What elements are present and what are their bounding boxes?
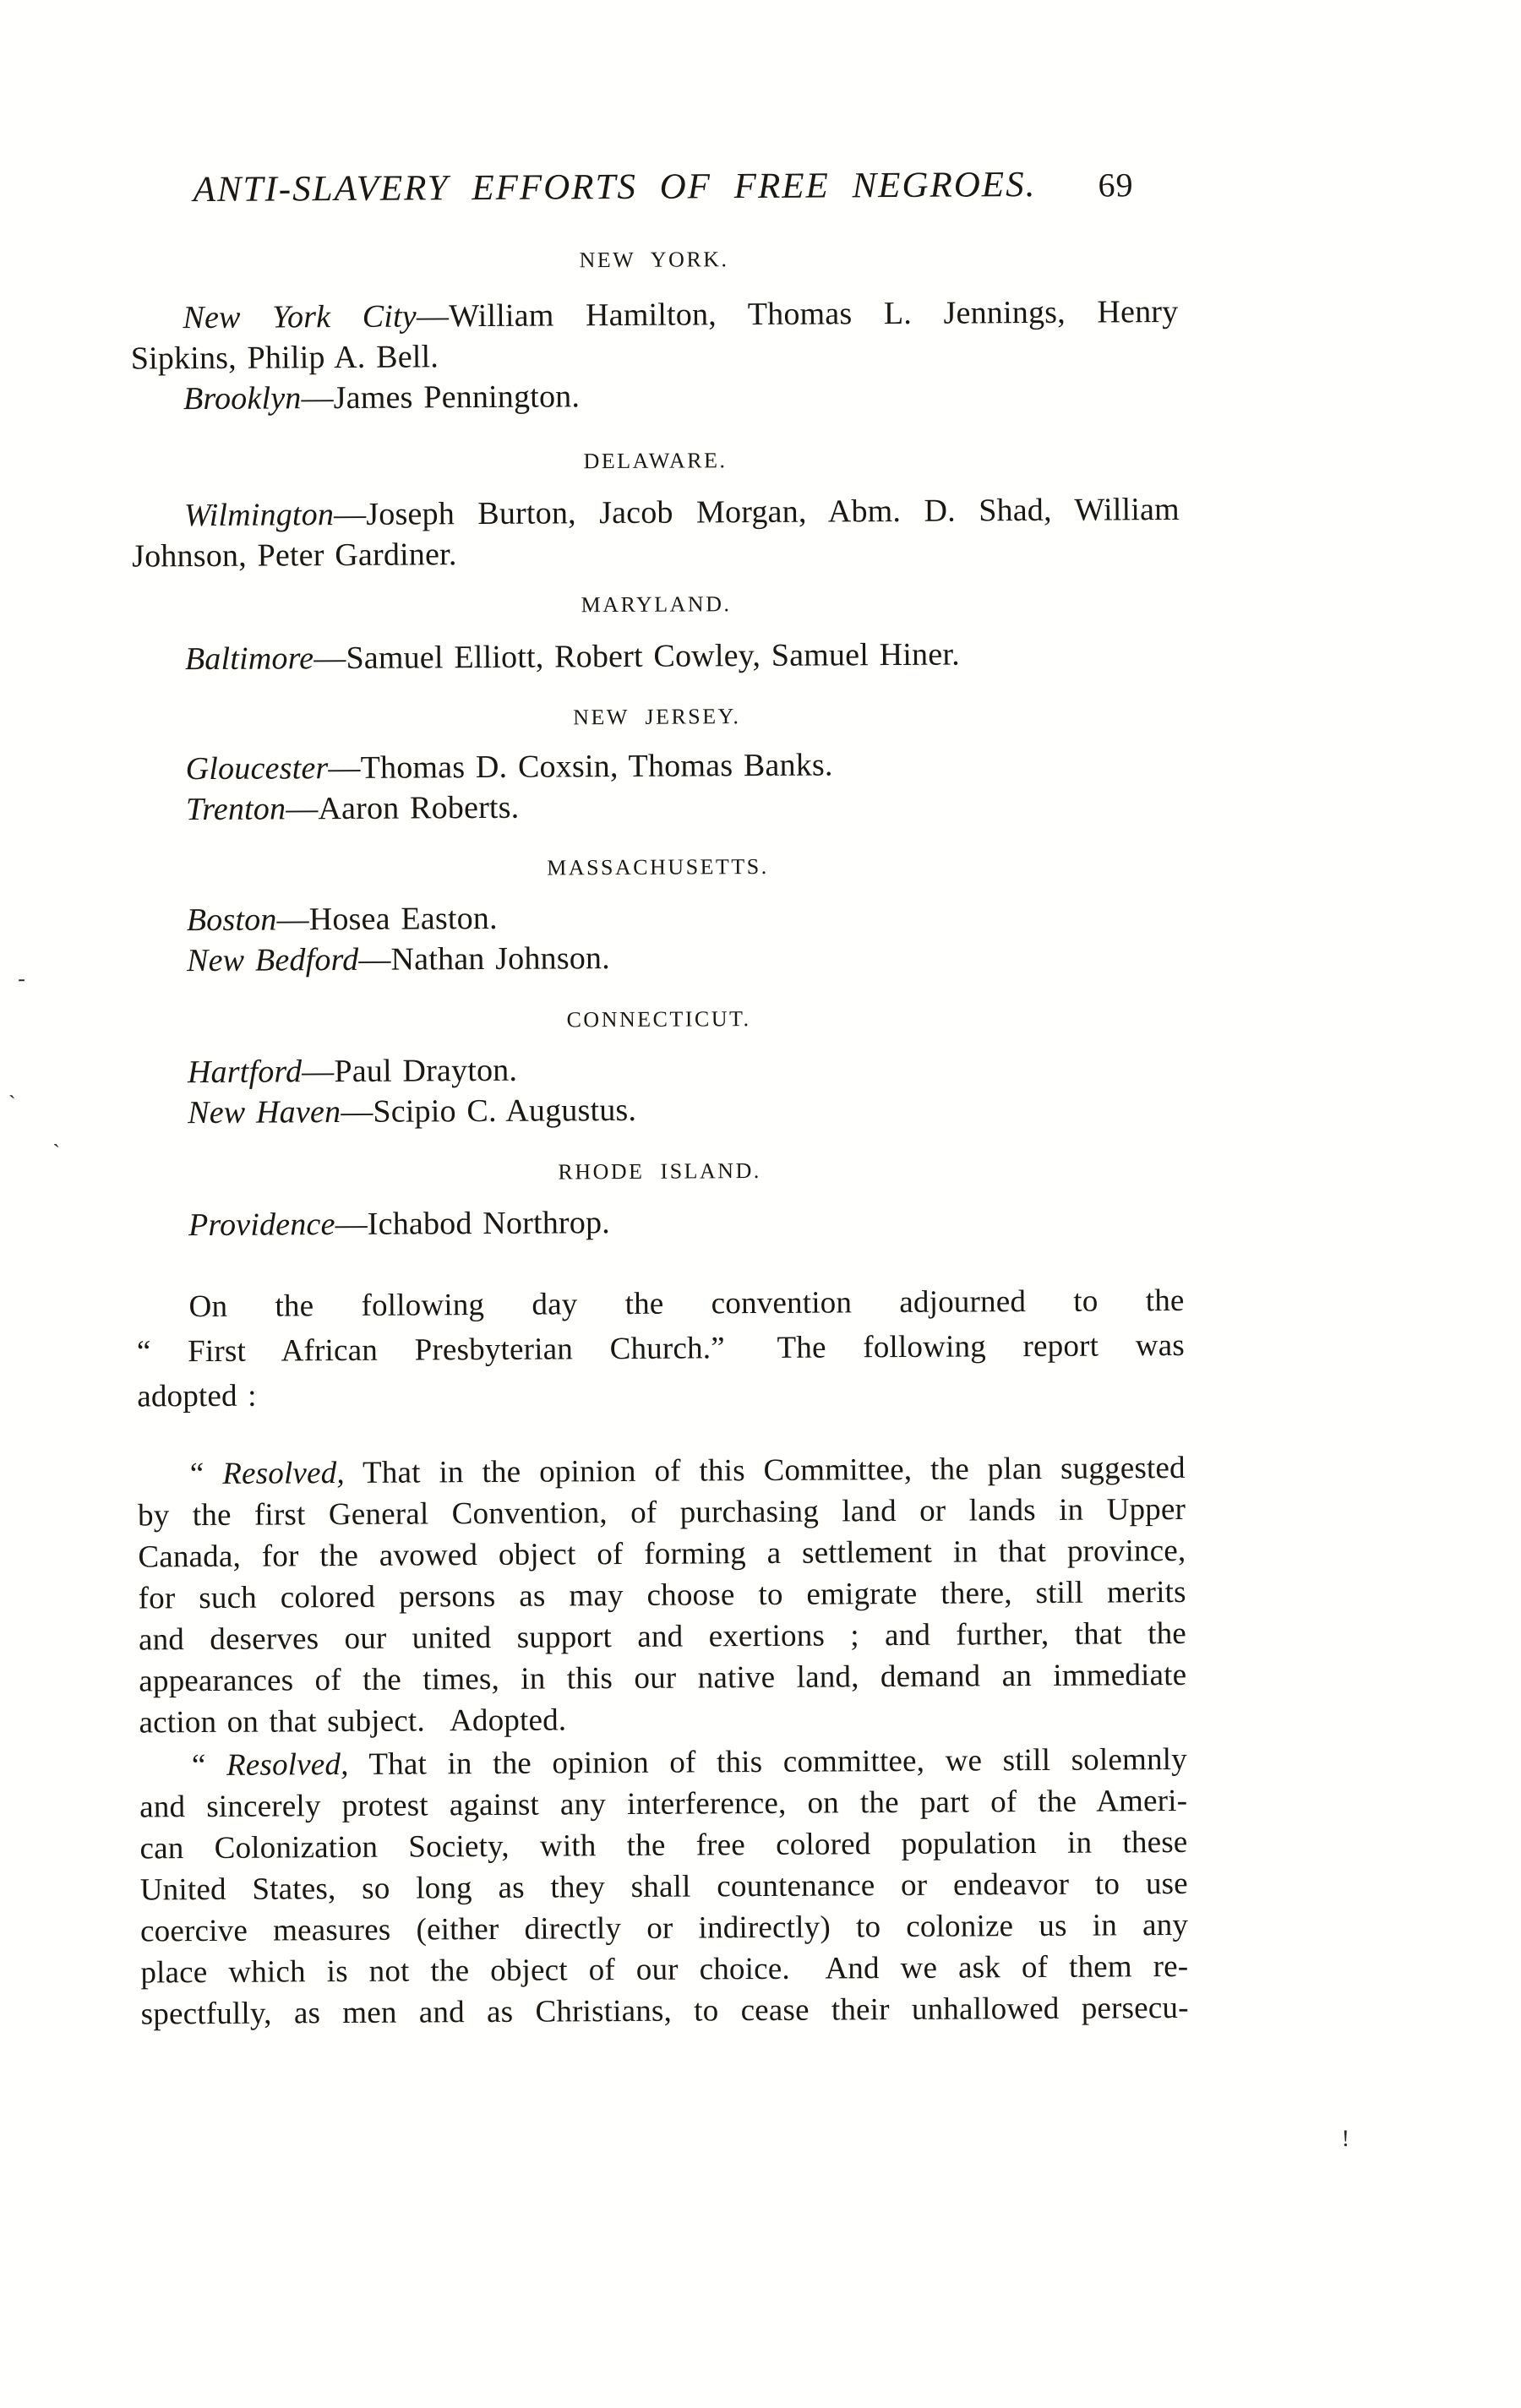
paragraph-line: action on that subject. Adopted. [139, 1702, 567, 1741]
entry-names: —Thomas D. Coxsin, Thomas Banks. [328, 747, 833, 787]
entry-names: —James Pennington. [301, 379, 581, 417]
section-heading-massachusetts: MASSACHUSETTS. [547, 853, 769, 880]
open-quote: “ [189, 1457, 204, 1492]
section-entries-maryland [133, 633, 1180, 680]
entry-names: —Samuel Elliott, Robert Cowley, Samuel Hiner. [313, 636, 960, 677]
entry-city: New York City [183, 298, 417, 336]
running-header-title: ANTI-SLAVERY EFFORTS OF FREE NEGROES. [193, 164, 1037, 210]
paragraph-line: On the following day the convention adjourned to the [188, 1283, 1185, 1325]
directory-entry-continuation: Sipkins, Philip A. Bell. [130, 339, 439, 377]
paragraph-line: place which is not the object of our choice. And we ask of them re- [140, 1948, 1189, 1991]
paragraph-line: adopted : [137, 1378, 257, 1414]
entry-city: New Haven [188, 1094, 341, 1131]
directory-entry [130, 291, 1178, 339]
section-entries-new-york [130, 291, 1179, 420]
section-entries-rhode-island [136, 1199, 1184, 1246]
entry-names: —Joseph Burton, Jacob Morgan, Abm. D. Shad, William [333, 491, 1180, 533]
entry-names: —William Hamilton, Thomas L. Jennings, Henry [416, 293, 1179, 335]
line-text: That in the opinion of this Committee, the plan suggested [362, 1450, 1186, 1490]
resolved-word: Resolved, [222, 1456, 346, 1491]
entry-names: —Aaron Roberts. [286, 789, 520, 827]
entry-names: —Nathan Johnson. [358, 940, 611, 978]
resolution-paragraph-2 [139, 1739, 1189, 2035]
entry-city: Brooklyn [183, 380, 302, 417]
entry-city: Hartford [187, 1054, 303, 1091]
open-quote: “ [191, 1748, 206, 1784]
entry-city: Wilmington [183, 497, 335, 534]
intro-paragraph [136, 1278, 1185, 1419]
section-entries-connecticut [135, 1046, 1184, 1134]
entry-names: —Scipio C. Augustus. [341, 1092, 637, 1130]
directory-entry [132, 489, 1180, 537]
scan-speck: ` [52, 1140, 61, 1165]
paragraph-line: coercive measures (either directly or indirectly) to colonize us in any [139, 1907, 1189, 1949]
paragraph-line: Canada, for the avowed object of forming a settlement in that province, [138, 1533, 1186, 1575]
directory-entry [134, 783, 1181, 831]
entry-names: —Paul Drayton. [302, 1052, 518, 1090]
paragraph-line [138, 1447, 1186, 1495]
paragraph-line: for such colored persons as may choose to emigrate there, still merits [138, 1574, 1186, 1616]
paragraph-line [139, 1739, 1187, 1787]
paragraph-line: spectfully, as men and as Christians, to cease their unhallowed persecu- [140, 1990, 1189, 2032]
directory-entry [131, 373, 1179, 420]
entry-names: —Ichabod Northrop. [335, 1205, 611, 1243]
resolved-word: Resolved, [226, 1746, 349, 1783]
line-text: That in the opinion of this committee, we still solemnly [368, 1741, 1188, 1782]
directory-entry [134, 894, 1182, 941]
directory-entry [135, 1087, 1183, 1134]
section-heading-connecticut: CONNECTICUT. [566, 1006, 751, 1032]
section-entries-delaware [132, 489, 1180, 577]
entry-names: —Hosea Easton. [276, 900, 498, 938]
section-heading-rhode-island: RHODE ISLAND. [558, 1158, 761, 1185]
entry-city: New Bedford [186, 941, 359, 979]
entry-city: Boston [186, 902, 277, 939]
paragraph-line: and deserves our united support and exertions ; and further, that the [138, 1615, 1187, 1658]
section-heading-delaware: DELAWARE. [583, 448, 728, 474]
section-heading-new-york: NEW YORK. [579, 247, 729, 273]
section-entries-new-jersey [134, 743, 1182, 831]
entry-city: Baltimore [184, 640, 314, 678]
directory-entry-continuation: Johnson, Peter Gardiner. [132, 537, 457, 575]
paragraph-line: “ First African Presbyterian Church.” The following report was [136, 1327, 1186, 1370]
entry-city: Providence [188, 1207, 335, 1244]
section-heading-maryland: MARYLAND. [581, 591, 732, 618]
directory-entry [135, 1046, 1183, 1093]
directory-entry [136, 1199, 1184, 1246]
scan-speck: - [18, 966, 25, 991]
directory-entry [134, 743, 1181, 790]
scan-speck: ! [1341, 2125, 1350, 2152]
paragraph-line: United States, so long as they shall countenance or endeavor to use [139, 1866, 1188, 1908]
section-entries-massachusetts [134, 894, 1183, 982]
scan-speck: ` [8, 1091, 16, 1116]
resolution-paragraph-1 [138, 1447, 1187, 1744]
page-number: 69 [1098, 166, 1134, 204]
entry-city: Gloucester [185, 750, 329, 787]
paragraph-line: appearances of the times, in this our native land, demand an immediate [139, 1657, 1187, 1699]
directory-entry [133, 633, 1180, 680]
section-heading-new-jersey: NEW JERSEY. [573, 704, 741, 730]
paragraph-line: can Colonization Society, with the free colored population in these [139, 1824, 1188, 1866]
entry-city: Trenton [185, 791, 286, 828]
paragraph-line: by the first General Convention, of purchasing land or lands in Upper [137, 1491, 1186, 1534]
directory-entry [134, 934, 1182, 982]
paragraph-line: and sincerely protest against any interference, on the part of the Ameri- [139, 1783, 1188, 1825]
